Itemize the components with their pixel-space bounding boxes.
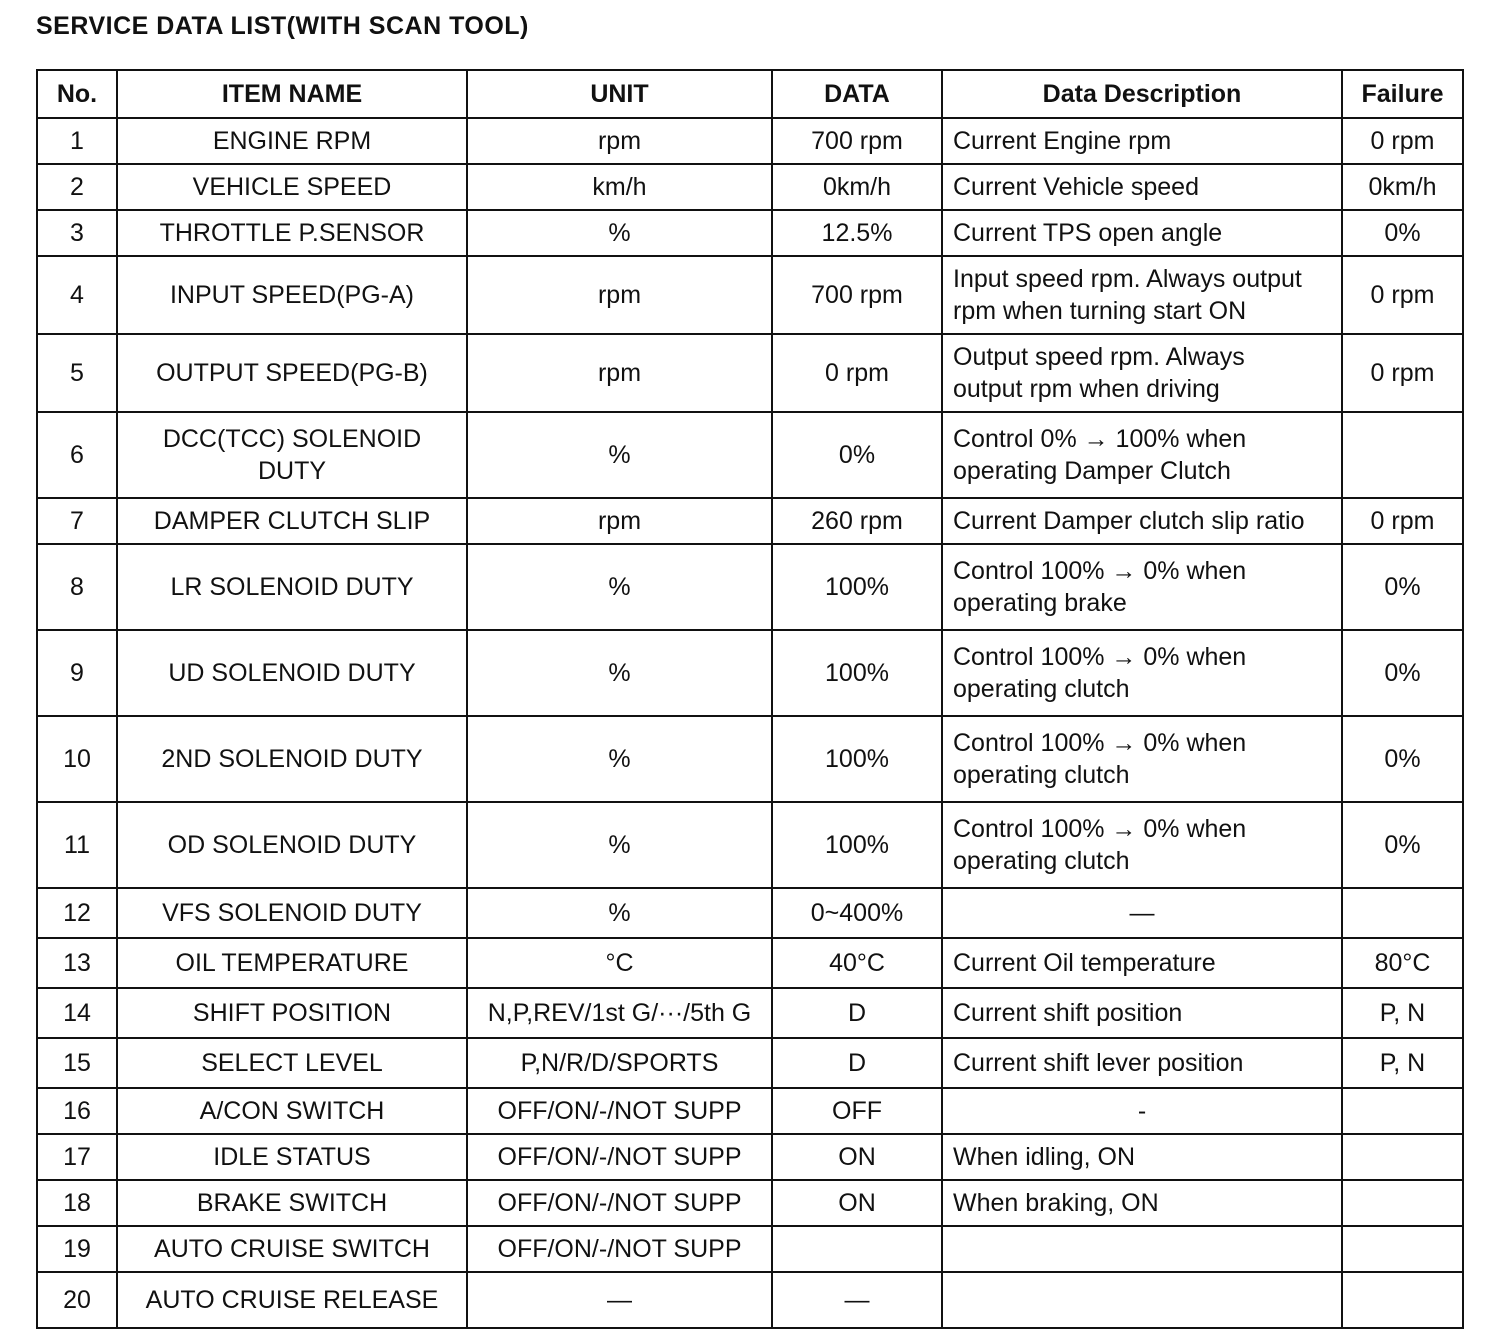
table-row	[37, 988, 1463, 1038]
cell-no: 8	[37, 544, 117, 630]
cell-data: 700 rpm	[772, 118, 942, 164]
cell-data: 100%	[772, 802, 942, 888]
cell-description	[942, 1226, 1342, 1272]
cell-failure	[1342, 1272, 1463, 1328]
cell-description: Current Oil temperature	[942, 938, 1342, 988]
cell-failure: 0%	[1342, 630, 1463, 716]
cell-description: —	[942, 888, 1342, 938]
cell-failure	[1342, 412, 1463, 498]
table-row	[37, 888, 1463, 938]
table-row	[37, 334, 1463, 412]
table-row	[37, 210, 1463, 256]
cell-description: Current Damper clutch slip ratio	[942, 498, 1342, 544]
page-title: SERVICE DATA LIST(WITH SCAN TOOL)	[36, 12, 529, 40]
cell-data: 12.5%	[772, 210, 942, 256]
cell-no: 10	[37, 716, 117, 802]
cell-description	[942, 802, 1342, 888]
cell-data: 100%	[772, 544, 942, 630]
cell-failure	[1342, 1134, 1463, 1180]
cell-no: 7	[37, 498, 117, 544]
cell-no: 6	[37, 412, 117, 498]
cell-unit: —	[467, 1272, 772, 1328]
cell-no: 14	[37, 988, 117, 1038]
cell-description	[942, 544, 1342, 630]
cell-no: 2	[37, 164, 117, 210]
cell-item-name: IDLE STATUS	[117, 1134, 467, 1180]
cell-data: 100%	[772, 630, 942, 716]
cell-unit: rpm	[467, 334, 772, 412]
cell-description: Current shift lever position	[942, 1038, 1342, 1088]
cell-failure: 0 rpm	[1342, 498, 1463, 544]
table-row	[37, 630, 1463, 716]
cell-unit: OFF/ON/-/NOT SUPP	[467, 1226, 772, 1272]
cell-data: 0~400%	[772, 888, 942, 938]
cell-description-line: output rpm when driving	[953, 375, 1220, 403]
cell-no: 15	[37, 1038, 117, 1088]
header-item-name: ITEM NAME	[117, 70, 467, 118]
cell-description: Current TPS open angle	[942, 210, 1342, 256]
cell-data: 0 rpm	[772, 334, 942, 412]
cell-item-name: BRAKE SWITCH	[117, 1180, 467, 1226]
cell-failure: 80°C	[1342, 938, 1463, 988]
cell-no: 11	[37, 802, 117, 888]
cell-description: -	[942, 1088, 1342, 1134]
cell-item-name: OIL TEMPERATURE	[117, 938, 467, 988]
cell-data: ON	[772, 1180, 942, 1226]
cell-item-name: A/CON SWITCH	[117, 1088, 467, 1134]
cell-item-name: LR SOLENOID DUTY	[117, 544, 467, 630]
table-row	[37, 1038, 1463, 1088]
table-row	[37, 1226, 1463, 1272]
cell-failure	[1342, 1226, 1463, 1272]
cell-item-name: SELECT LEVEL	[117, 1038, 467, 1088]
cell-failure: 0%	[1342, 210, 1463, 256]
cell-unit: rpm	[467, 256, 772, 334]
cell-no: 3	[37, 210, 117, 256]
cell-description-line: operating Damper Clutch	[953, 457, 1231, 485]
cell-item-name: AUTO CRUISE SWITCH	[117, 1226, 467, 1272]
cell-no: 5	[37, 334, 117, 412]
cell-description: Current Engine rpm	[942, 118, 1342, 164]
header-failure: Failure	[1342, 70, 1463, 118]
cell-failure	[1342, 1088, 1463, 1134]
cell-item-name: OUTPUT SPEED(PG-B)	[117, 334, 467, 412]
cell-item-name: VEHICLE SPEED	[117, 164, 467, 210]
table-row	[37, 256, 1463, 334]
cell-description-line: Control 0% → 100% when	[953, 425, 1247, 453]
table-row	[37, 498, 1463, 544]
cell-item-name: SHIFT POSITION	[117, 988, 467, 1038]
header-data-description: Data Description	[942, 70, 1342, 118]
cell-item-name: VFS SOLENOID DUTY	[117, 888, 467, 938]
cell-description-line: Input speed rpm. Always output	[953, 265, 1302, 293]
cell-unit: km/h	[467, 164, 772, 210]
cell-item-name: INPUT SPEED(PG-A)	[117, 256, 467, 334]
cell-no: 4	[37, 256, 117, 334]
service-data-table	[36, 69, 1464, 1329]
cell-data: OFF	[772, 1088, 942, 1134]
header-no: No.	[37, 70, 117, 118]
cell-data: ON	[772, 1134, 942, 1180]
table-row	[37, 1180, 1463, 1226]
cell-description-line: operating brake	[953, 589, 1127, 617]
cell-description-line: rpm when turning start ON	[953, 297, 1247, 325]
cell-item-name: ENGINE RPM	[117, 118, 467, 164]
cell-description: When idling, ON	[942, 1134, 1342, 1180]
cell-unit: N,P,REV/1st G/···/5th G	[467, 988, 772, 1038]
cell-item-name: 2ND SOLENOID DUTY	[117, 716, 467, 802]
cell-no: 18	[37, 1180, 117, 1226]
cell-description: Current shift position	[942, 988, 1342, 1038]
cell-description-line: Output speed rpm. Always	[953, 343, 1245, 371]
cell-no: 20	[37, 1272, 117, 1328]
cell-description	[942, 412, 1342, 498]
cell-unit: %	[467, 412, 772, 498]
cell-description	[942, 630, 1342, 716]
cell-description-line: Control 100% → 0% when	[953, 729, 1247, 757]
cell-data: —	[772, 1272, 942, 1328]
cell-unit: OFF/ON/-/NOT SUPP	[467, 1134, 772, 1180]
cell-item-name	[117, 412, 467, 498]
cell-data: 260 rpm	[772, 498, 942, 544]
cell-unit: %	[467, 888, 772, 938]
cell-failure: 0 rpm	[1342, 334, 1463, 412]
cell-item-name: THROTTLE P.SENSOR	[117, 210, 467, 256]
cell-description	[942, 716, 1342, 802]
cell-unit: %	[467, 802, 772, 888]
cell-no: 13	[37, 938, 117, 988]
cell-data: D	[772, 988, 942, 1038]
table-row	[37, 118, 1463, 164]
cell-description-line: operating clutch	[953, 761, 1130, 789]
table-row	[37, 802, 1463, 888]
cell-no: 17	[37, 1134, 117, 1180]
cell-data: 0%	[772, 412, 942, 498]
cell-data: 700 rpm	[772, 256, 942, 334]
cell-unit: °C	[467, 938, 772, 988]
cell-data: D	[772, 1038, 942, 1088]
table-row	[37, 412, 1463, 498]
cell-unit: OFF/ON/-/NOT SUPP	[467, 1180, 772, 1226]
cell-failure	[1342, 1180, 1463, 1226]
cell-description: When braking, ON	[942, 1180, 1342, 1226]
cell-unit: rpm	[467, 118, 772, 164]
cell-item-name: UD SOLENOID DUTY	[117, 630, 467, 716]
cell-failure: P, N	[1342, 1038, 1463, 1088]
cell-item-name-line: DUTY	[257, 457, 327, 485]
cell-unit: OFF/ON/-/NOT SUPP	[467, 1088, 772, 1134]
cell-unit: %	[467, 716, 772, 802]
cell-description	[942, 256, 1342, 334]
table-row	[37, 938, 1463, 988]
cell-item-name-line: DCC(TCC) SOLENOID	[162, 425, 422, 453]
cell-no: 1	[37, 118, 117, 164]
cell-item-name: AUTO CRUISE RELEASE	[117, 1272, 467, 1328]
cell-description-line: Control 100% → 0% when	[953, 815, 1247, 843]
table-row	[37, 164, 1463, 210]
cell-description-line: Control 100% → 0% when	[953, 557, 1247, 585]
cell-description	[942, 1272, 1342, 1328]
table-row	[37, 1272, 1463, 1328]
cell-unit: %	[467, 630, 772, 716]
table-row	[37, 544, 1463, 630]
cell-description-line: operating clutch	[953, 847, 1130, 875]
table-header-row	[37, 70, 1463, 118]
cell-failure: 0 rpm	[1342, 118, 1463, 164]
table-row	[37, 1088, 1463, 1134]
header-data: DATA	[772, 70, 942, 118]
cell-data: 40°C	[772, 938, 942, 988]
table-row	[37, 1134, 1463, 1180]
cell-unit: rpm	[467, 498, 772, 544]
cell-failure	[1342, 888, 1463, 938]
cell-description-line: Control 100% → 0% when	[953, 643, 1247, 671]
cell-unit: %	[467, 544, 772, 630]
cell-description	[942, 334, 1342, 412]
cell-failure: 0km/h	[1342, 164, 1463, 210]
cell-no: 9	[37, 630, 117, 716]
cell-unit: %	[467, 210, 772, 256]
cell-description: Current Vehicle speed	[942, 164, 1342, 210]
cell-item-name: OD SOLENOID DUTY	[117, 802, 467, 888]
cell-unit: P,N/R/D/SPORTS	[467, 1038, 772, 1088]
cell-data: 0km/h	[772, 164, 942, 210]
header-unit: UNIT	[467, 70, 772, 118]
cell-data	[772, 1226, 942, 1272]
cell-failure: 0 rpm	[1342, 256, 1463, 334]
table-body	[37, 118, 1463, 1328]
table-row	[37, 716, 1463, 802]
cell-data: 100%	[772, 716, 942, 802]
cell-no: 19	[37, 1226, 117, 1272]
cell-failure: 0%	[1342, 544, 1463, 630]
cell-failure: P, N	[1342, 988, 1463, 1038]
cell-failure: 0%	[1342, 802, 1463, 888]
cell-description-line: operating clutch	[953, 675, 1130, 703]
cell-no: 12	[37, 888, 117, 938]
cell-item-name: DAMPER CLUTCH SLIP	[117, 498, 467, 544]
cell-failure: 0%	[1342, 716, 1463, 802]
cell-no: 16	[37, 1088, 117, 1134]
